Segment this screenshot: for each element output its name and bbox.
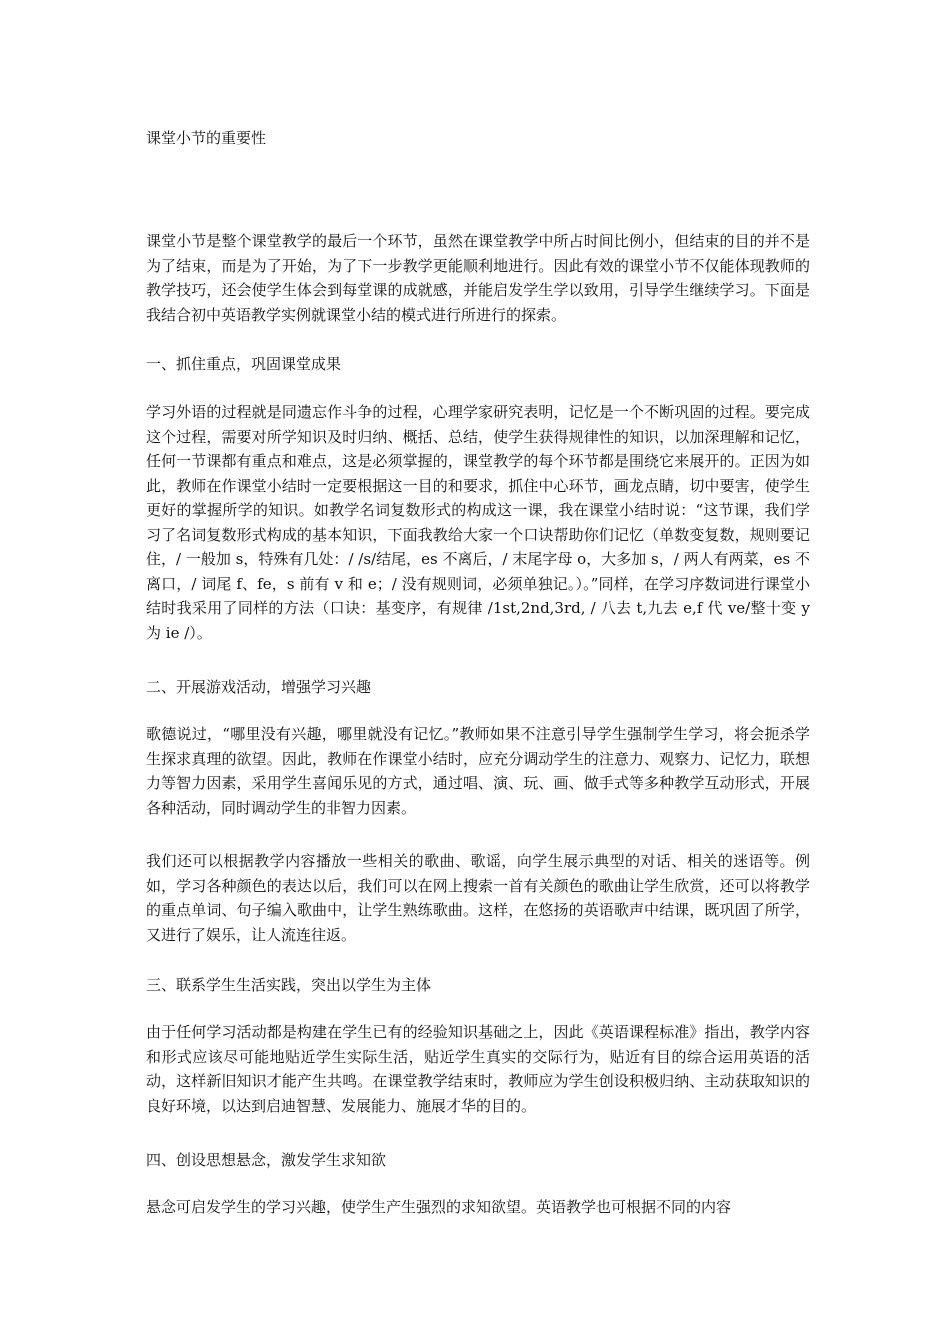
intro-paragraph: 课堂小节是整个课堂教学的最后一个环节，虽然在课堂教学中所占时间比例小，但结束的目的并不是为了结束，而是为了开始，为了下一步教学更能顺利地进行。因此有效的课堂小节不仅能体现教师的教学技巧，还会使学生体会到每堂课的成就感，并能启发学生学以致用，引导学生继续学习。下面是我结合初中英语教学实例就课堂小结的模式进行所进行的探索。 (146, 232, 810, 324)
section-1-heading: 一、抓住重点，巩固课堂成果 (146, 355, 342, 373)
section-3-heading: 三、联系学生生活实践，突出以学生为主体 (146, 976, 432, 994)
section-2-heading: 二、开展游戏活动，增强学习兴趣 (146, 678, 372, 696)
section-3-paragraph-1: 由于任何学习活动都是构建在学生已有的经验知识基础之上，因此《英语课程标准》指出，教学内容和形式应该尽可能地贴近学生实际生活，贴近学生真实的交际行为，贴近有目的综合运用英语的活动，这样新旧知识才能产生共鸣。在课堂教学结束时，教师应为学生创设积极归纳、主动获取知识的良好环境，以达到启迪智慧、发展能力、施展才华的目的。 (146, 1023, 810, 1115)
section-4-paragraph-1: 悬念可启发学生的学习兴趣，使学生产生强烈的求知欲望。英语教学也可根据不同的内容 (146, 1198, 732, 1216)
section-2-paragraph-2: 我们还可以根据教学内容播放一些相关的歌曲、歌谣，向学生展示典型的对话、相关的迷语等。例如，学习各种颜色的表达以后，我们可以在网上搜索一首有关颜色的歌曲让学生欣赏，还可以将教学的重点单词、句子编入歌曲中，让学生熟练歌曲。这样，在悠扬的英语歌声中结课，既巩固了所学，又进行了娱乐，让人流连往返。 (146, 852, 810, 944)
section-2-paragraph-1: 歌德说过，“哪里没有兴趣，哪里就没有记忆。”教师如果不注意引导学生强制学生学习，将会扼杀学生探求真理的欲望。因此，教师在作课堂小结时，应充分调动学生的注意力、观察力、记忆力，联想力等智力因素，采用学生喜闻乐见的方式，通过唱、演、玩、画、做手式等多种教学互动形式，开展各种活动，同时调动学生的非智力因素。 (146, 725, 810, 817)
document-title: 课堂小节的重要性 (146, 129, 267, 147)
section-4-heading: 四、创设思想悬念，激发学生求知欲 (146, 1151, 387, 1169)
section-1-paragraph-1: 学习外语的过程就是同遗忘作斗争的过程，心理学家研究表明，记忆是一个不断巩固的过程。要完成这个过程，需要对所学知识及时归纳、概括、总结，使学生获得规律性的知识，以加深理解和记忆，任何一节课都有重点和难点，这是必须掌握的，课堂教学的每个环节都是围绕它来展开的。正因为如此，教师在作课堂小结时一定要根据这一目的和要求，抓住中心环节，画龙点睛，切中要害，使学生更好的掌握所学的知识。如教学名词复数形式的构成这一课，我在课堂小结时说：“这节课，我们学习了名词复数形式构成的基本知识，下面我教给大家一个口诀帮助你们记忆（单数变复数，规则要记住，/ 一般加 s，特殊有几处：/ /s/结尾，es 不离后，/ 末尾字母 o，大多加 s，/ 两人有两菜，es 不离口，/ 词尾 f、fe，s 前有 v 和 e；/ 没有规则词，必须单独记。）。”同样，在学习序数词进行课堂小结时我采用了同样的方法（口诀：基变序，有规律 /1st,2nd,3rd, / 八去 t,九去 e,f 代 ve/整十变 y 为 ie /）。 (146, 403, 810, 642)
